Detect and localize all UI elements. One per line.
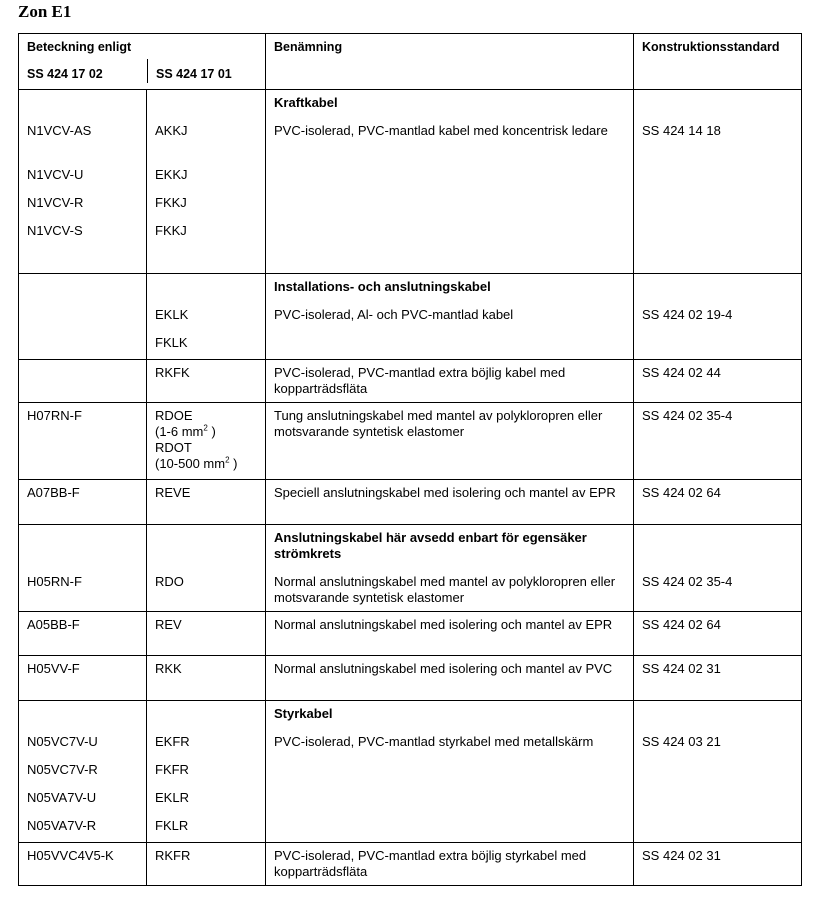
header-std-b: SS 424 17 01 (147, 59, 232, 83)
cell-name (266, 90, 634, 274)
cell-designation-b (147, 274, 266, 360)
cell-value: EKKJ (155, 167, 188, 182)
header-name: Benämning (266, 34, 634, 90)
cell-value: FKLK (155, 335, 188, 350)
cell-value: N1VCV-AS (27, 123, 92, 138)
cell-value: N05VA7V-R (27, 818, 97, 833)
range-close: ) (229, 456, 238, 471)
cell-description: PVC-isolerad, Al- och PVC-mantlad kabel (274, 307, 514, 322)
cell-value: N05VC7V-U (27, 734, 98, 749)
cell-description: Normal anslutningskabel med mantel av polykloropren eller motsvarande syntetisk elastomer (274, 574, 616, 605)
cell-name: Tung anslutningskabel med mantel av polykloropren eller motsvarande syntetisk elastomer (266, 403, 634, 480)
cell-name (266, 525, 634, 612)
cell-designation-a (19, 360, 147, 403)
cell-name: Normal anslutningskabel med isolering och mantel av EPR (266, 612, 634, 656)
cell-standard: SS 424 14 18 (634, 90, 802, 274)
cell-designation-b: REV (147, 612, 266, 656)
cell-designation-b: RKK (147, 656, 266, 701)
cell-standard: SS 424 02 35-4 (634, 525, 802, 612)
group-heading: Installations- och anslutningskabel (274, 279, 491, 294)
cell-standard: SS 424 03 21 (634, 701, 802, 843)
cell-designation-a: A07BB-F (19, 480, 147, 525)
cell-value: EKLR (155, 790, 189, 805)
cell-value: AKKJ (155, 123, 188, 138)
header-designation (19, 34, 266, 90)
cell-standard: SS 424 02 31 (634, 656, 802, 701)
cell-value: EKLK (155, 307, 189, 322)
cell-name (266, 274, 634, 360)
cell-standard: SS 424 02 19-4 (634, 274, 802, 360)
cell-designation-b (147, 90, 266, 274)
cell-designation-b (147, 701, 266, 843)
cell-designation-a: H05RN-F (19, 525, 147, 612)
header-std-a: SS 424 17 02 (27, 67, 103, 81)
superscript: 2 (225, 455, 230, 465)
cell-value: N05VA7V-U (27, 790, 97, 805)
cell-value: FKLR (155, 818, 189, 833)
cell-designation-a (19, 701, 147, 843)
cell-standard: SS 424 02 64 (634, 612, 802, 656)
table-row (19, 274, 802, 360)
cell-designation-b (147, 403, 266, 480)
cell-standard: SS 424 02 64 (634, 480, 802, 525)
cell-designation-a: A05BB-F (19, 612, 147, 656)
cell-range (155, 424, 257, 440)
cell-value: N1VCV-R (27, 195, 84, 210)
range-close: ) (207, 424, 216, 439)
header-row (19, 34, 802, 90)
cell-value: RDOE (155, 408, 193, 423)
group-heading: Kraftkabel (274, 95, 338, 110)
cell-designation-b: RDO (147, 525, 266, 612)
cell-value: N1VCV-S (27, 223, 83, 238)
table-row (19, 90, 802, 274)
page-title: Zon E1 (18, 2, 72, 21)
cell-standard: SS 424 02 31 (634, 843, 802, 886)
cell-name: Speciell anslutningskabel med isolering och mantel av EPR (266, 480, 634, 525)
range-text: (10-500 mm (155, 456, 226, 471)
cell-designation-b: RKFR (147, 843, 266, 886)
cell-standard: SS 424 02 44 (634, 360, 802, 403)
table-row (19, 701, 802, 843)
table-row (19, 525, 802, 612)
table-row (19, 480, 802, 525)
cell-value: EKFR (155, 734, 190, 749)
table-row (19, 843, 802, 886)
group-heading: Styrkabel (274, 706, 333, 721)
table-row (19, 360, 802, 403)
cell-description: PVC-isolerad, PVC-mantlad kabel med koncentrisk ledare (274, 123, 608, 138)
superscript: 2 (203, 423, 208, 433)
cell-standard: SS 424 02 35-4 (634, 403, 802, 480)
cell-value: N1VCV-U (27, 167, 84, 182)
table-row (19, 403, 802, 480)
header-designation-label: Beteckning enligt (27, 40, 132, 54)
cell-name: PVC-isolerad, PVC-mantlad extra böjlig kabel med kopparträdsfläta (266, 360, 634, 403)
cell-name (266, 701, 634, 843)
cell-designation-b: REVE (147, 480, 266, 525)
group-heading: Anslutningskabel här avsedd enbart för egensäker strömkrets (274, 530, 587, 561)
cell-value: RDOT (155, 440, 192, 455)
range-text: (1-6 mm (155, 424, 204, 439)
cell-designation-a: H05VV-F (19, 656, 147, 701)
cell-value: FKKJ (155, 195, 187, 210)
table-row (19, 656, 802, 701)
cell-designation-a: H07RN-F (19, 403, 147, 480)
cell-description: PVC-isolerad, PVC-mantlad styrkabel med metallskärm (274, 734, 594, 749)
cell-designation-a (19, 90, 147, 274)
table-row (19, 612, 802, 656)
cell-designation-a (19, 274, 147, 360)
cell-name: Normal anslutningskabel med isolering och mantel av PVC (266, 656, 634, 701)
cell-value: N05VC7V-R (27, 762, 98, 777)
cell-designation-a: H05VVC4V5-K (19, 843, 147, 886)
cell-value: FKFR (155, 762, 189, 777)
header-construction: Konstruktionsstandard (634, 34, 802, 90)
cell-value: FKKJ (155, 223, 187, 238)
cell-designation-b: RKFK (147, 360, 266, 403)
cell-range (155, 456, 257, 472)
cell-name: PVC-isolerad, PVC-mantlad extra böjlig styrkabel med kopparträdsfläta (266, 843, 634, 886)
cable-table (18, 33, 802, 886)
